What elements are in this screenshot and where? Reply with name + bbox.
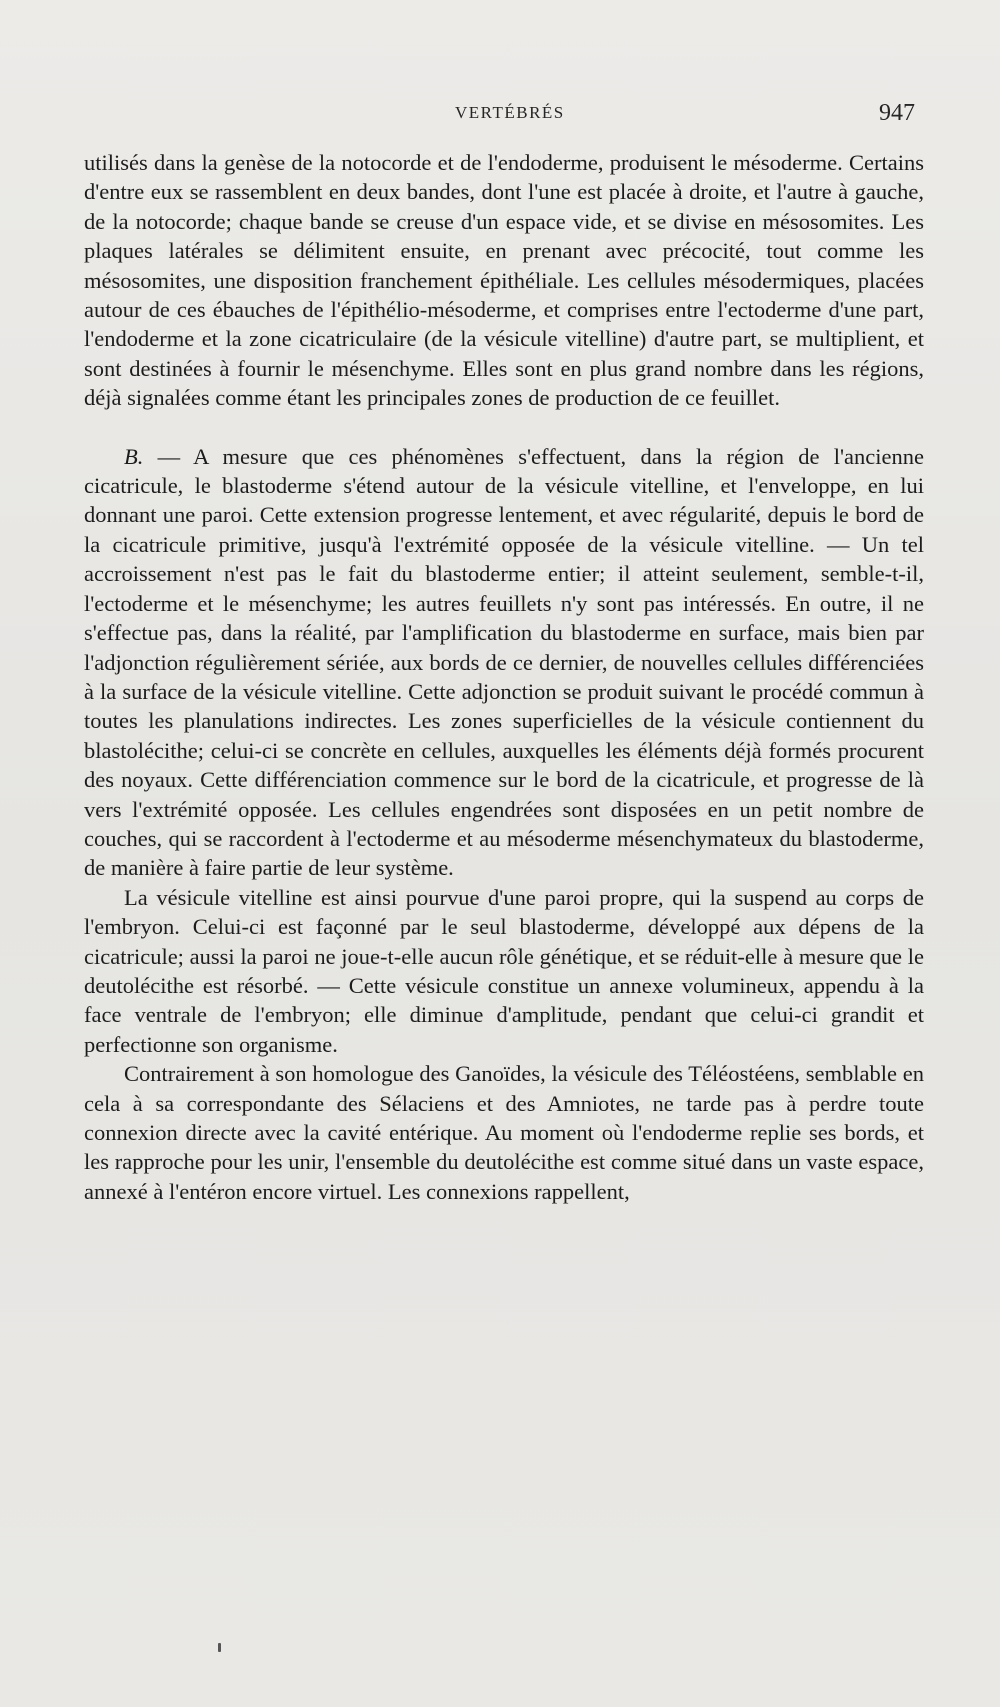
section-label: B.	[124, 443, 144, 469]
paragraph-vesicule: La vésicule vitelline est ainsi pourvue d'une paroi propre, qui la suspend au corps de l'embryon. Celui-ci est façonné par le seul blastoderme, développé aux dépens de la cicatricule; aussi la paroi ne joue-t-elle aucun rôle génétique, et se réduit-elle à mesure que le deutolécithe est résorbé. — Cette vésicule constitue un annexe volumineux, appendu à la face ventrale de l'embryon; elle diminue d'amplitude, pendant que celui-ci grandit et perfectionne son organisme.	[84, 884, 924, 1057]
paragraph-section-b	[84, 442, 924, 883]
ink-speck	[218, 1643, 221, 1652]
running-title: VERTÉBRÉS	[455, 103, 565, 122]
section-b-text: — A mesure que ces phénomènes s'effectuent, dans la région de l'ancienne cicatricule, le blastoderme s'étend autour de la vésicule vitelline, et l'enveloppe, en lui donnant une paroi. Cette extension progresse lentement, et avec régularité, depuis le bord de la cicatricule primitive, jusqu'à l'extrémité opposée de la vésicule vitelline. — Un tel accroissement n'est pas le fait du blastoderme entier; il atteint seulement, semble-t-il, l'ectoderme et le mésenchyme; les autres feuillets n'y sont pas intéressés. En outre, il ne s'effectue pas, dans la réalité, par l'amplification du blastoderme en surface, mais bien par l'adjonction régulièrement sériée, aux bords de ce dernier, de nouvelles cellules différenciées à la surface de la vésicule vitelline. Cette adjonction se produit suivant le procédé commun à toutes les planulations indirectes. Les zones superficielles de la vésicule contiennent du blastolécithe; celui-ci se concrète en cellules, auxquelles les éléments déjà formés procurent des noyaux. Cette différenciation commence sur le bord de la cicatricule, et progresse de là vers l'extrémité opposée. Les cellules engendrées sont disposées en un petit nombre de couches, qui se raccordent à l'ectoderme et au mésoderme mésenchymateux du blastoderme, de manière à faire partie de leur système.	[84, 443, 924, 881]
paragraph-continuation: utilisés dans la genèse de la notocorde et de l'endoderme, produisent le mésoderme. Certains d'entre eux se rassemblent en deux bandes, dont l'une est placée à droite, et l'autre à gauche, de la notocorde; chaque bande se creuse d'un espace vide, et se divise en mésosomites. Les plaques latérales se délimitent ensuite, en prenant avec précocité, tout comme les mésosomites, une disposition franchement épithéliale. Les cellules mésodermiques, placées autour de ces ébauches de l'épithélio-mésoderme, et comprises entre l'ectoderme d'une part, l'endoderme et la zone cicatriculaire (de la vésicule vitelline) d'autre part, se multiplient, et sont destinées à fournir le mésenchyme. Elles sont en plus grand nombre dans les régions, déjà signalées comme étant les principales zones de production de ce feuillet.	[84, 150, 924, 411]
page-number: 947	[879, 100, 915, 126]
paragraph-teleosteens: Contrairement à son homologue des Ganoïdes, la vésicule des Téléostéens, semblable en cela à sa correspondante des Sélaciens et des Amniotes, ne tarde pas à perdre toute connexion directe avec la cavité entérique. Au moment où l'endoderme replie ses bords, et les rapproche pour les unir, l'ensemble du deutolécithe est comme situé dans un vaste espace, annexé à l'entéron encore virtuel. Les connexions rappellent,	[84, 1061, 924, 1204]
body-text	[84, 148, 924, 1206]
